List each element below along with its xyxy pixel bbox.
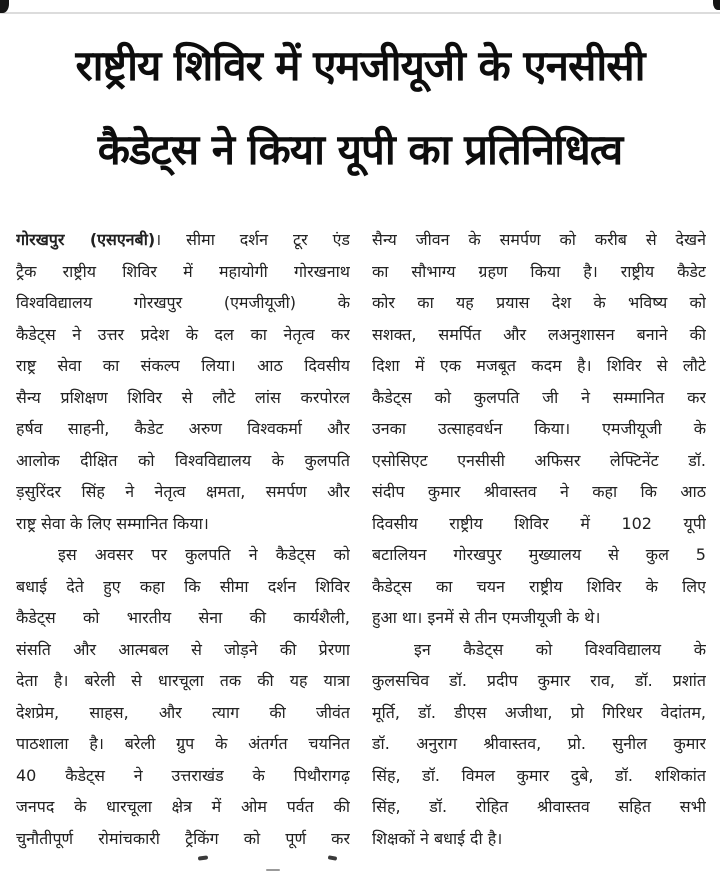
- body-line: चुनौतीपूर्ण रोमांचकारी ट्रैकिंग को पूर्ण कर: [16, 828, 350, 848]
- cutoff-glyph-fragment: [328, 855, 338, 861]
- body-line: संदीप कुमार श्रीवास्तव ने कहा कि आठ: [372, 482, 706, 501]
- body-line: हुआ था। इनमें से तीन एमजीयूजी के थे।: [372, 608, 601, 627]
- article-headline: [10, 24, 710, 192]
- body-line: शिक्षकों ने बधाई दी है।: [372, 828, 503, 848]
- body-line: सशक्त, समर्पित और लअनुशासन बनाने की: [372, 324, 706, 344]
- body-line: हर्षव साहनी, कैडेट अरुण विश्वकर्मा और: [16, 419, 350, 438]
- body-line: इस अवसर पर कुलपति ने कैडेट्स को: [58, 545, 350, 564]
- body-line: एसोसिएट एनसीसी अफिसर लेफ्टिनेंट डॉ.: [372, 450, 706, 470]
- dateline-city: गोरखपुर (एसएनबी): [16, 230, 156, 249]
- body-line: देता है। बरेली से धारचूला तक की यह यात्रा: [16, 671, 350, 690]
- body-line: सैन्य जीवन के समर्पण को करीब से देखने: [372, 230, 706, 249]
- body-line: मूर्ति, डॉ. डीएस अजीथा, प्रो गिरिधर वेदांतम,: [372, 702, 706, 722]
- dateline-text: । सीमा दर्शन टूर एंड: [155, 230, 350, 249]
- body-line: विश्वविद्यालय गोरखपुर (एमजीयूजी) के: [16, 293, 350, 312]
- body-line: ट्रैक राष्ट्रीय शिविर में महायोगी गोरखनाथ: [16, 261, 350, 281]
- scan-edge-line: [0, 12, 720, 14]
- body-line: बधाई देते हुए कहा कि सीमा दर्शन शिविर: [16, 576, 350, 596]
- body-line: इन कैडेट्स को विश्वविद्यालय के: [414, 639, 706, 659]
- body-line: कैडेट्स का चयन राष्ट्रीय शिविर के लिए: [372, 576, 706, 596]
- body-line: 40 कैडेट्स ने उत्तराखंड के पिथौरागढ़: [16, 765, 350, 785]
- body-line: राष्ट्र सेवा के लिए सम्मानित किया।: [16, 513, 209, 533]
- body-line: दिवसीय राष्ट्रीय शिविर में 102 यूपी: [372, 513, 706, 533]
- body-line: कुलसचिव डॉ. प्रदीप कुमार राव, डॉ. प्रशांत: [372, 671, 706, 690]
- body-line: राष्ट्र सेवा का संकल्प लिया। आठ दिवसीय: [16, 356, 350, 375]
- body-line: संसति और आत्मबल से जोड़ने की प्रेरणा: [16, 639, 350, 659]
- body-line: जनपद के धारचूला क्षेत्र में ओम पर्वत की: [16, 797, 350, 816]
- body-line: दिशा में एक मजबूत कदम है। शिविर से लौटे: [372, 356, 706, 375]
- ink-blot-top-right: [713, 0, 720, 10]
- body-line: कोर का यह प्रयास देश के भविष्य को: [372, 293, 706, 312]
- body-line: डॉ. अनुराग श्रीवास्तव, प्रो. सुनील कुमार: [372, 734, 706, 753]
- headline-line-2: कैडेट्स ने किया यूपी का प्रतिनिधित्व: [97, 125, 623, 174]
- body-line: सैन्य प्रशिक्षण शिविर से लौटे लांस करपोरल: [16, 387, 350, 407]
- cutoff-glyph-fragment: [198, 855, 208, 860]
- body-line: पाठशाला है। बरेली ग्रुप के अंतर्गत चयनित: [16, 734, 350, 753]
- body-line: सिंह, डॉ. विमल कुमार दुबे, डॉ. शशिकांत: [372, 765, 706, 785]
- body-line: कैडेट्स को कुलपति जी ने सम्मानित कर: [372, 387, 706, 407]
- right-column-lines: [372, 224, 706, 854]
- column-left: [16, 224, 350, 854]
- dateline: [16, 224, 350, 256]
- cutoff-glyph-fragment: [266, 869, 280, 871]
- left-column-lines: [16, 256, 350, 855]
- body-line: सिंह, डॉ. रोहित श्रीवास्तव सहित सभी: [372, 797, 706, 816]
- body-line: कैडेट्स को भारतीय सेना की कार्यशैली,: [16, 608, 350, 627]
- body-line: कैडेट्स ने उत्तर प्रदेश के दल का नेतृत्व कर: [16, 324, 350, 344]
- body-line: देशप्रेम, साहस, और त्याग की जीवंत: [16, 702, 350, 722]
- column-right: [372, 224, 706, 854]
- body-line: ड़सुरिंदर सिंह ने नेतृत्व क्षमता, समर्पण और: [16, 482, 350, 501]
- body-line: बटालियन गोरखपुर मुख्यालय से कुल 5: [372, 545, 706, 564]
- body-line: का सौभाग्य ग्रहण किया है। राष्ट्रीय कैडेट: [372, 261, 706, 281]
- article-body: [16, 224, 706, 854]
- headline-line-1: राष्ट्रीय शिविर में एमजीयूजी के एनसीसी: [75, 41, 645, 90]
- body-line: उनका उत्साहवर्धन किया। एमजीयूजी के: [372, 419, 706, 438]
- body-line: आलोक दीक्षित को विश्वविद्यालय के कुलपति: [16, 450, 350, 470]
